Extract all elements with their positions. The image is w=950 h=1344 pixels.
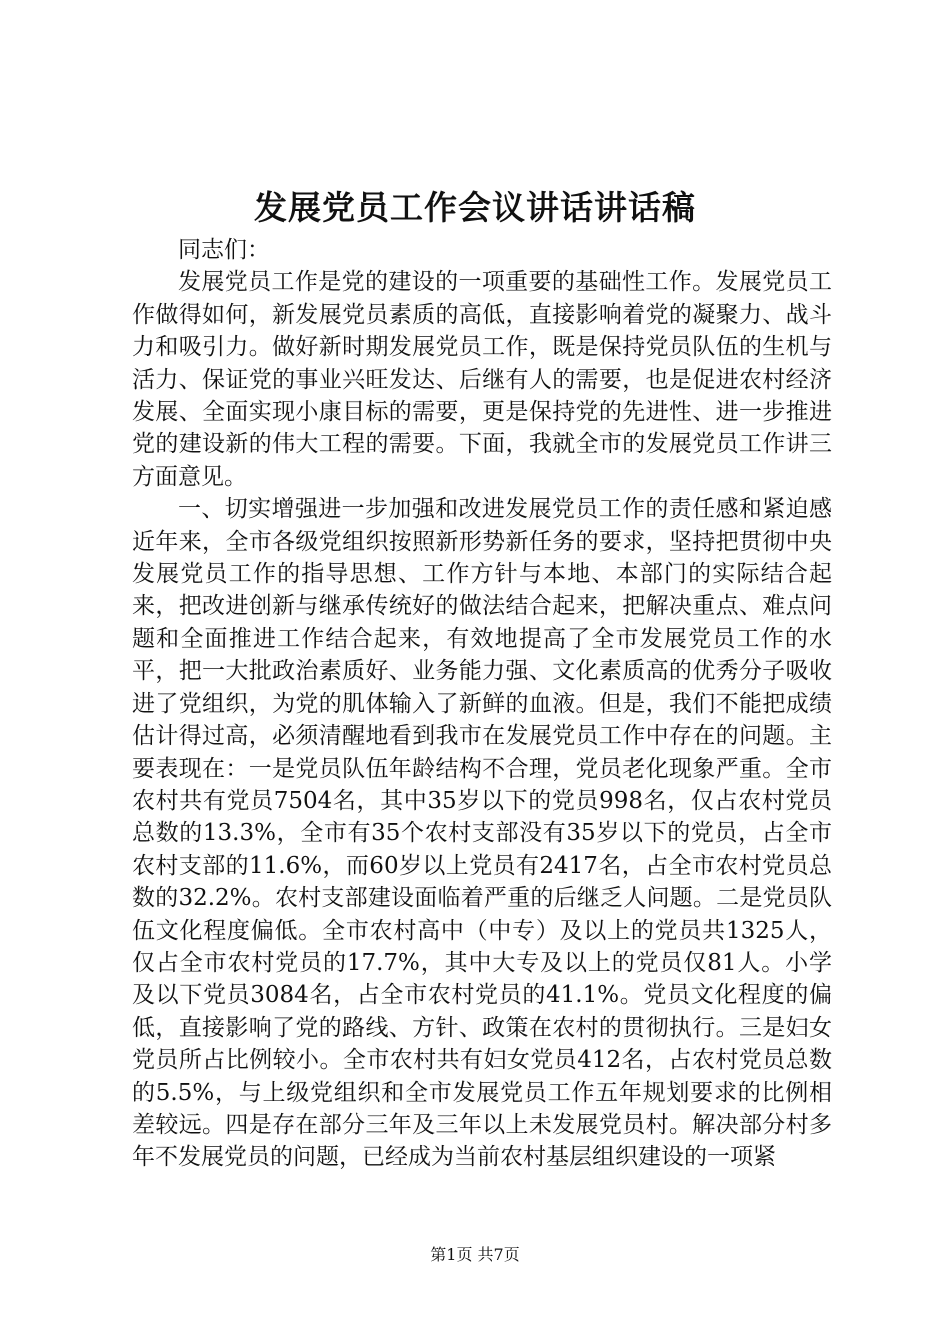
paragraph-section-one: 一、切实增强进一步加强和改进发展党员工作的责任感和紧迫感近年来，全市各级党组织按照新形势新任务的要求，坚持把贯彻中央发展党员工作的指导思想、工作方针与本地、本部门的实际结合起来，把改进创新与继承传统好的做法结合起来，把解决重点、难点问题和全面推进工作结合起来，有效地提高了全市发展党员工作的水平，把一大批政治素质好、业务能力强、文化素质高的优秀分子吸收进了党组织，为党的肌体输入了新鲜的血液。但是，我们不能把成绩估计得过高，必须清醒地看到我市在发展党员工作中存在的问题。主要表现在：一是党员队伍年龄结构不合理，党员老化现象严重。全市农村共有党员7504名，其中35岁以下的党员998名，仅占农村党员总数的13.3%，全市有35个农村支部没有35岁以下的党员，占全市农村支部的11.6%，而60岁以上党员有2417名，占全市农村党员总数的32.2%。农村支部建设面临着严重的后继乏人问题。二是党员队伍文化程度偏低。全市农村高中（中专）及以上的党员共1325人，仅占全市农村党员的17.7%，其中大专及以上的党员仅81人。小学及以下党员3084名，占全市农村党员的41.1%。党员文化程度的偏低，直接影响了党的路线、方针、政策在农村的贯彻执行。三是妇女党员所占比例较小。全市农村共有妇女党员412名，占农村党员总数的5.5%，与上级党组织和全市发展党员工作五年规划要求的比例相差较远。四是存在部分三年及三年以上未发展党员村。解决部分村多年不发展党员的问题，已经成为当前农村基层组织建设的一项紧 bbox=[132, 496, 832, 1171]
document-title: 发展党员工作会议讲话讲话稿 bbox=[254, 188, 696, 227]
paragraph-intro: 发展党员工作是党的建设的一项重要的基础性工作。发展党员工作做得如何，新发展党员素质的高低，直接影响着党的凝聚力、战斗力和吸引力。做好新时期发展党员工作，既是保持党员队伍的生机与活力、保证党的事业兴旺发达、后继有人的需要，也是促进农村经济发展、全面实现小康目标的需要，更是保持党的先进性、进一步推进党的建设新的伟大工程的需要。下面，我就全市的发展党员工作讲三方面意见。 bbox=[132, 269, 832, 490]
salutation: 同志们： bbox=[178, 237, 270, 263]
document-body bbox=[132, 234, 832, 1174]
page-number-footer: 第1页 共7页 bbox=[430, 1245, 520, 1264]
